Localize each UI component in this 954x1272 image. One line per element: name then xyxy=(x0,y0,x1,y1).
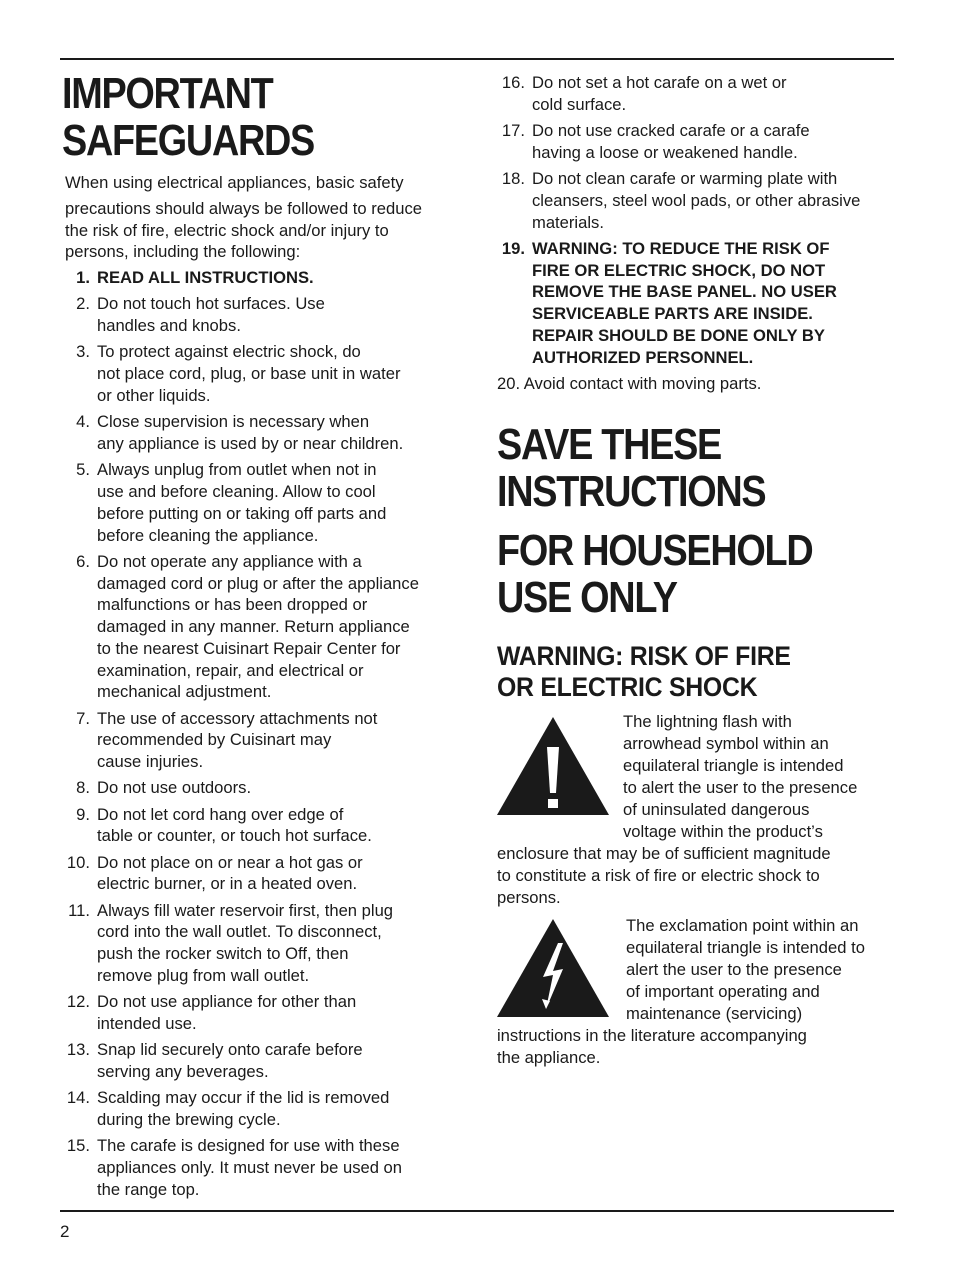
item-text-line: Always fill water reservoir first, then plug xyxy=(97,900,394,920)
item-text-line: any appliance is used by or near children. xyxy=(97,433,404,453)
item-text-line: examination, repair, and electrical or xyxy=(97,660,364,680)
list-item xyxy=(62,459,462,546)
item-number: 8. xyxy=(76,778,90,798)
item-number: 6. xyxy=(76,551,90,571)
item-number: 15. xyxy=(66,1136,90,1156)
item-number: 2. xyxy=(76,294,90,314)
save-line-1: SAVE THESE xyxy=(497,419,722,469)
list-item xyxy=(62,341,462,406)
text-line: The lightning flash with xyxy=(623,711,792,731)
item-text-line: Do not use outdoors. xyxy=(97,778,252,798)
list-item xyxy=(497,168,897,233)
warning-line-1: WARNING: RISK OF FIRE xyxy=(497,640,791,671)
text-line: arrowhead symbol within an xyxy=(623,733,829,753)
item-text-line: The use of accessory attachments not xyxy=(97,708,378,728)
item-text-line: the range top. xyxy=(97,1179,200,1199)
list-item xyxy=(62,1039,462,1083)
list-item xyxy=(62,991,462,1035)
symbol-2-side-text xyxy=(626,915,897,1025)
item-text-line: REMOVE THE BASE PANEL. NO USER xyxy=(532,282,837,302)
item-text-line: damaged in any manner. Return appliance xyxy=(97,617,410,637)
title-line-1: IMPORTANT xyxy=(62,69,273,118)
list-item xyxy=(62,293,462,337)
item-text-line: Close supervision is necessary when xyxy=(97,412,370,432)
item-text-line: cleansers, steel wool pads, or other abrasive xyxy=(532,190,861,210)
text-line: voltage within the product’s xyxy=(623,821,823,841)
bottom-rule xyxy=(60,1210,894,1212)
item-text-line: before cleaning the appliance. xyxy=(97,525,319,545)
symbol-block-2 xyxy=(497,915,897,1069)
item-number: 7. xyxy=(76,708,90,728)
text-line: equilateral triangle is intended to xyxy=(626,937,865,957)
text-line: enclosure that may be of sufficient magnitude xyxy=(497,843,831,863)
item-text-line: during the brewing cycle. xyxy=(97,1109,281,1129)
list-item xyxy=(62,708,462,773)
intro-line: persons, including the following: xyxy=(65,242,301,262)
text-line: to alert the user to the presence xyxy=(623,777,858,797)
intro-line: precautions should always be followed to reduce xyxy=(65,198,422,218)
item-number: 17. xyxy=(501,120,525,140)
item-text-line: remove plug from wall outlet. xyxy=(97,966,310,985)
intro-line: When using electrical appliances, basic safety xyxy=(65,173,404,192)
text-line: persons. xyxy=(497,887,561,907)
list-item xyxy=(497,238,897,369)
household-line-1: FOR HOUSEHOLD xyxy=(497,525,813,575)
item-text-line: damaged cord or plug or after the appliance xyxy=(97,573,419,593)
item-text-line: Do not let cord hang over edge of xyxy=(97,804,344,824)
item-text-line: Snap lid securely onto carafe before xyxy=(97,1040,363,1060)
list-item xyxy=(62,267,462,289)
item-text-line: appliances only. It must never be used on xyxy=(97,1157,403,1177)
list-item xyxy=(62,551,462,704)
item-20: 20. Avoid contact with moving parts. xyxy=(497,373,762,393)
text-line: of important operating and xyxy=(626,981,820,1001)
item-number: 16. xyxy=(501,73,525,92)
item-text-line: handles and knobs. xyxy=(97,316,241,336)
item-text-line: intended use. xyxy=(97,1013,197,1033)
text-line: alert the user to the presence xyxy=(626,959,842,979)
item-text-line: SERVICEABLE PARTS ARE INSIDE. xyxy=(532,304,813,324)
item-number: 3. xyxy=(76,342,90,362)
item-text-line: Do not set a hot carafe on a wet or xyxy=(532,73,787,92)
symbol-1-side-text xyxy=(623,711,897,843)
symbol-1-full-text xyxy=(497,843,897,909)
safeguard-list xyxy=(62,267,462,1200)
item-text-line: Do not use appliance for other than xyxy=(97,992,357,1012)
list-item xyxy=(62,804,462,848)
item-text-line: Scalding may occur if the lid is removed xyxy=(97,1088,390,1108)
item-number: 19. xyxy=(501,238,525,258)
safeguard-list-continued xyxy=(497,72,897,369)
page-title xyxy=(62,70,462,164)
item-text-line: cold surface. xyxy=(532,94,627,114)
exclamation-triangle-icon xyxy=(497,717,609,817)
list-item xyxy=(62,1135,462,1200)
left-column xyxy=(62,70,462,1205)
warning-heading xyxy=(497,641,897,703)
item-text-line: cause injuries. xyxy=(97,752,204,772)
item-text-line: not place cord, plug, or base unit in water xyxy=(97,364,401,384)
warning-line-2: OR ELECTRIC SHOCK xyxy=(497,671,758,702)
top-rule xyxy=(60,58,894,60)
item-text-line: malfunctions or has been dropped or xyxy=(97,595,368,615)
list-item xyxy=(497,72,897,116)
item-number: 10. xyxy=(66,852,90,872)
list-item xyxy=(497,120,897,164)
text-line: to constitute a risk of fire or electric shock to xyxy=(497,865,820,885)
text-line: instructions in the literature accompanying xyxy=(497,1025,807,1045)
list-item xyxy=(62,900,462,987)
item-text-line: WARNING: TO REDUCE THE RISK OF xyxy=(532,238,830,258)
household-use-heading xyxy=(497,527,897,621)
intro-line: the risk of fire, electric shock and/or injury to xyxy=(65,220,389,240)
item-text-line: READ ALL INSTRUCTIONS. xyxy=(97,268,314,288)
save-line-2: INSTRUCTIONS xyxy=(497,466,766,516)
item-number: 4. xyxy=(76,412,90,432)
item-text-line: Do not operate any appliance with a xyxy=(97,551,362,571)
item-text-line: Do not touch hot surfaces. Use xyxy=(97,294,325,314)
item-text-line: use and before cleaning. Allow to cool xyxy=(97,481,376,501)
lightning-triangle-icon xyxy=(497,919,609,1019)
list-item xyxy=(62,852,462,896)
item-text-line: AUTHORIZED PERSONNEL. xyxy=(532,347,754,367)
item-number: 13. xyxy=(66,1040,90,1060)
page-number: 2 xyxy=(60,1222,70,1241)
item-text-line: having a loose or weakened handle. xyxy=(532,142,798,162)
list-item xyxy=(62,1087,462,1131)
text-line: The exclamation point within an xyxy=(626,915,859,935)
item-text-line: cord into the wall outlet. To disconnect, xyxy=(97,922,382,942)
list-item xyxy=(62,777,462,799)
right-column xyxy=(497,72,897,1069)
item-text-line: table or counter, or touch hot surface. xyxy=(97,826,372,846)
item-text-line: or other liquids. xyxy=(97,385,211,405)
list-item xyxy=(62,411,462,455)
item-number: 5. xyxy=(76,460,90,480)
text-line: the appliance. xyxy=(497,1047,601,1067)
item-text-line: Do not place on or near a hot gas or xyxy=(97,852,363,872)
item-text-line: Always unplug from outlet when not in xyxy=(97,460,377,480)
item-number: 12. xyxy=(66,992,90,1012)
item-text-line: To protect against electric shock, do xyxy=(97,342,361,362)
item-text-line: Do not use cracked carafe or a carafe xyxy=(532,120,810,140)
household-line-2: USE ONLY xyxy=(497,572,677,622)
item-text-line: to the nearest Cuisinart Repair Center for xyxy=(97,638,401,658)
item-text-line: electric burner, or in a heated oven. xyxy=(97,874,358,894)
text-line: of uninsulated dangerous xyxy=(623,799,810,819)
item-number: 18. xyxy=(501,168,525,188)
item-text-line: before putting on or taking off parts and xyxy=(97,503,387,523)
symbol-2-full-text xyxy=(497,1025,897,1069)
text-line: equilateral triangle is intended xyxy=(623,755,844,775)
item-text-line: mechanical adjustment. xyxy=(97,682,272,702)
save-instructions-heading xyxy=(497,421,897,515)
item-number: 9. xyxy=(76,804,90,824)
intro-text xyxy=(65,172,462,263)
item-number: 1. xyxy=(76,268,90,288)
item-text-line: recommended by Cuisinart may xyxy=(97,730,332,750)
item-text-line: materials. xyxy=(532,212,604,232)
item-text-line: FIRE OR ELECTRIC SHOCK, DO NOT xyxy=(532,260,826,280)
item-text-line: Do not clean carafe or warming plate with xyxy=(532,168,838,188)
symbol-block-1 xyxy=(497,711,897,909)
text-line: maintenance (servicing) xyxy=(626,1003,803,1023)
item-text-line: REPAIR SHOULD BE DONE ONLY BY xyxy=(532,325,825,345)
item-text-line: push the rocker switch to Off, then xyxy=(97,944,349,964)
item-number: 14. xyxy=(66,1088,90,1108)
item-number: 11. xyxy=(68,900,90,920)
title-line-2: SAFEGUARDS xyxy=(62,116,315,165)
item-text-line: serving any beverages. xyxy=(97,1061,269,1081)
item-text-line: The carafe is designed for use with these xyxy=(97,1136,400,1156)
